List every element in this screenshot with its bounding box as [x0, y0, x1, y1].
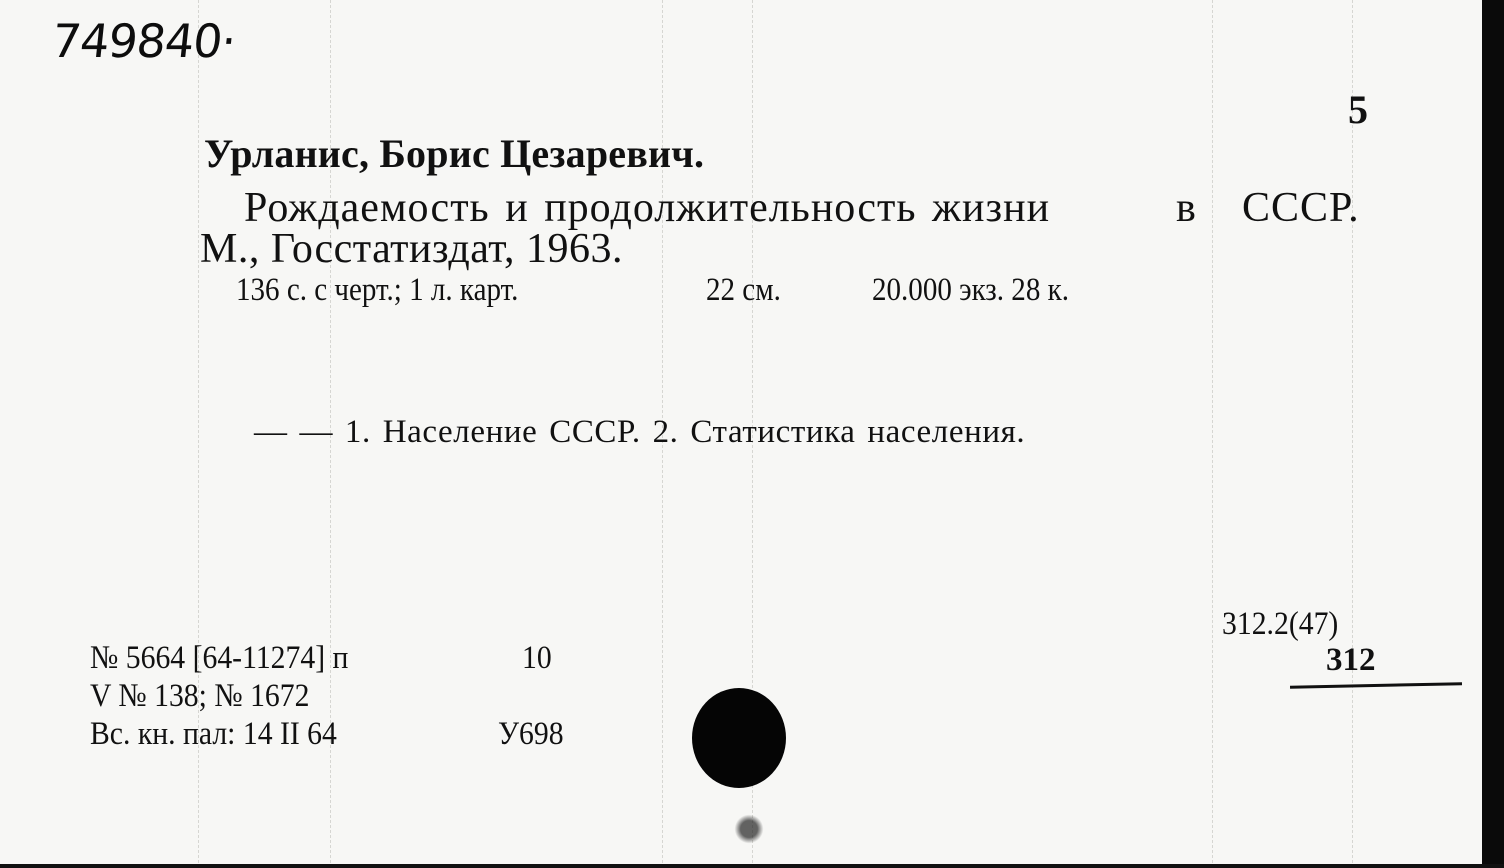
scan-edge	[0, 864, 1504, 868]
guide-line	[1212, 0, 1213, 868]
author-heading: Урланис, Борис Цезаревич.	[204, 131, 705, 176]
title-main: Рождаемость и продолжительность жизни	[244, 185, 1051, 231]
meta-code: У698	[498, 716, 564, 752]
collation-pages: 136 с. с черт.; 1 л. карт.	[236, 272, 519, 308]
imprint: М., Госстатиздат, 1963.	[200, 226, 623, 272]
scan-edge	[1482, 0, 1504, 868]
ink-smudge	[732, 812, 766, 846]
collation-size: 22 см.	[706, 272, 781, 308]
classification-rule	[1290, 682, 1462, 689]
meta-chamber: Вс. кн. пал: 14 II 64	[90, 716, 337, 752]
classification-primary: 312.2(47)	[1222, 606, 1339, 642]
meta-registry: V № 138; № 1672	[90, 678, 310, 714]
subject-headings: — — 1. Население СССР. 2. Статистика населения.	[254, 414, 1026, 450]
meta-count: 10	[522, 640, 552, 676]
meta-number: № 5664 [64-11274] п	[90, 640, 349, 676]
title-country: СССР.	[1242, 185, 1360, 231]
title-in: в	[1176, 185, 1197, 231]
collation-print-run: 20.000 экз. 28 к.	[872, 272, 1069, 308]
card-number: 5	[1348, 87, 1368, 132]
punch-hole	[692, 688, 786, 788]
inventory-number: 749840·	[49, 14, 239, 68]
classification-secondary: 312	[1326, 642, 1376, 678]
